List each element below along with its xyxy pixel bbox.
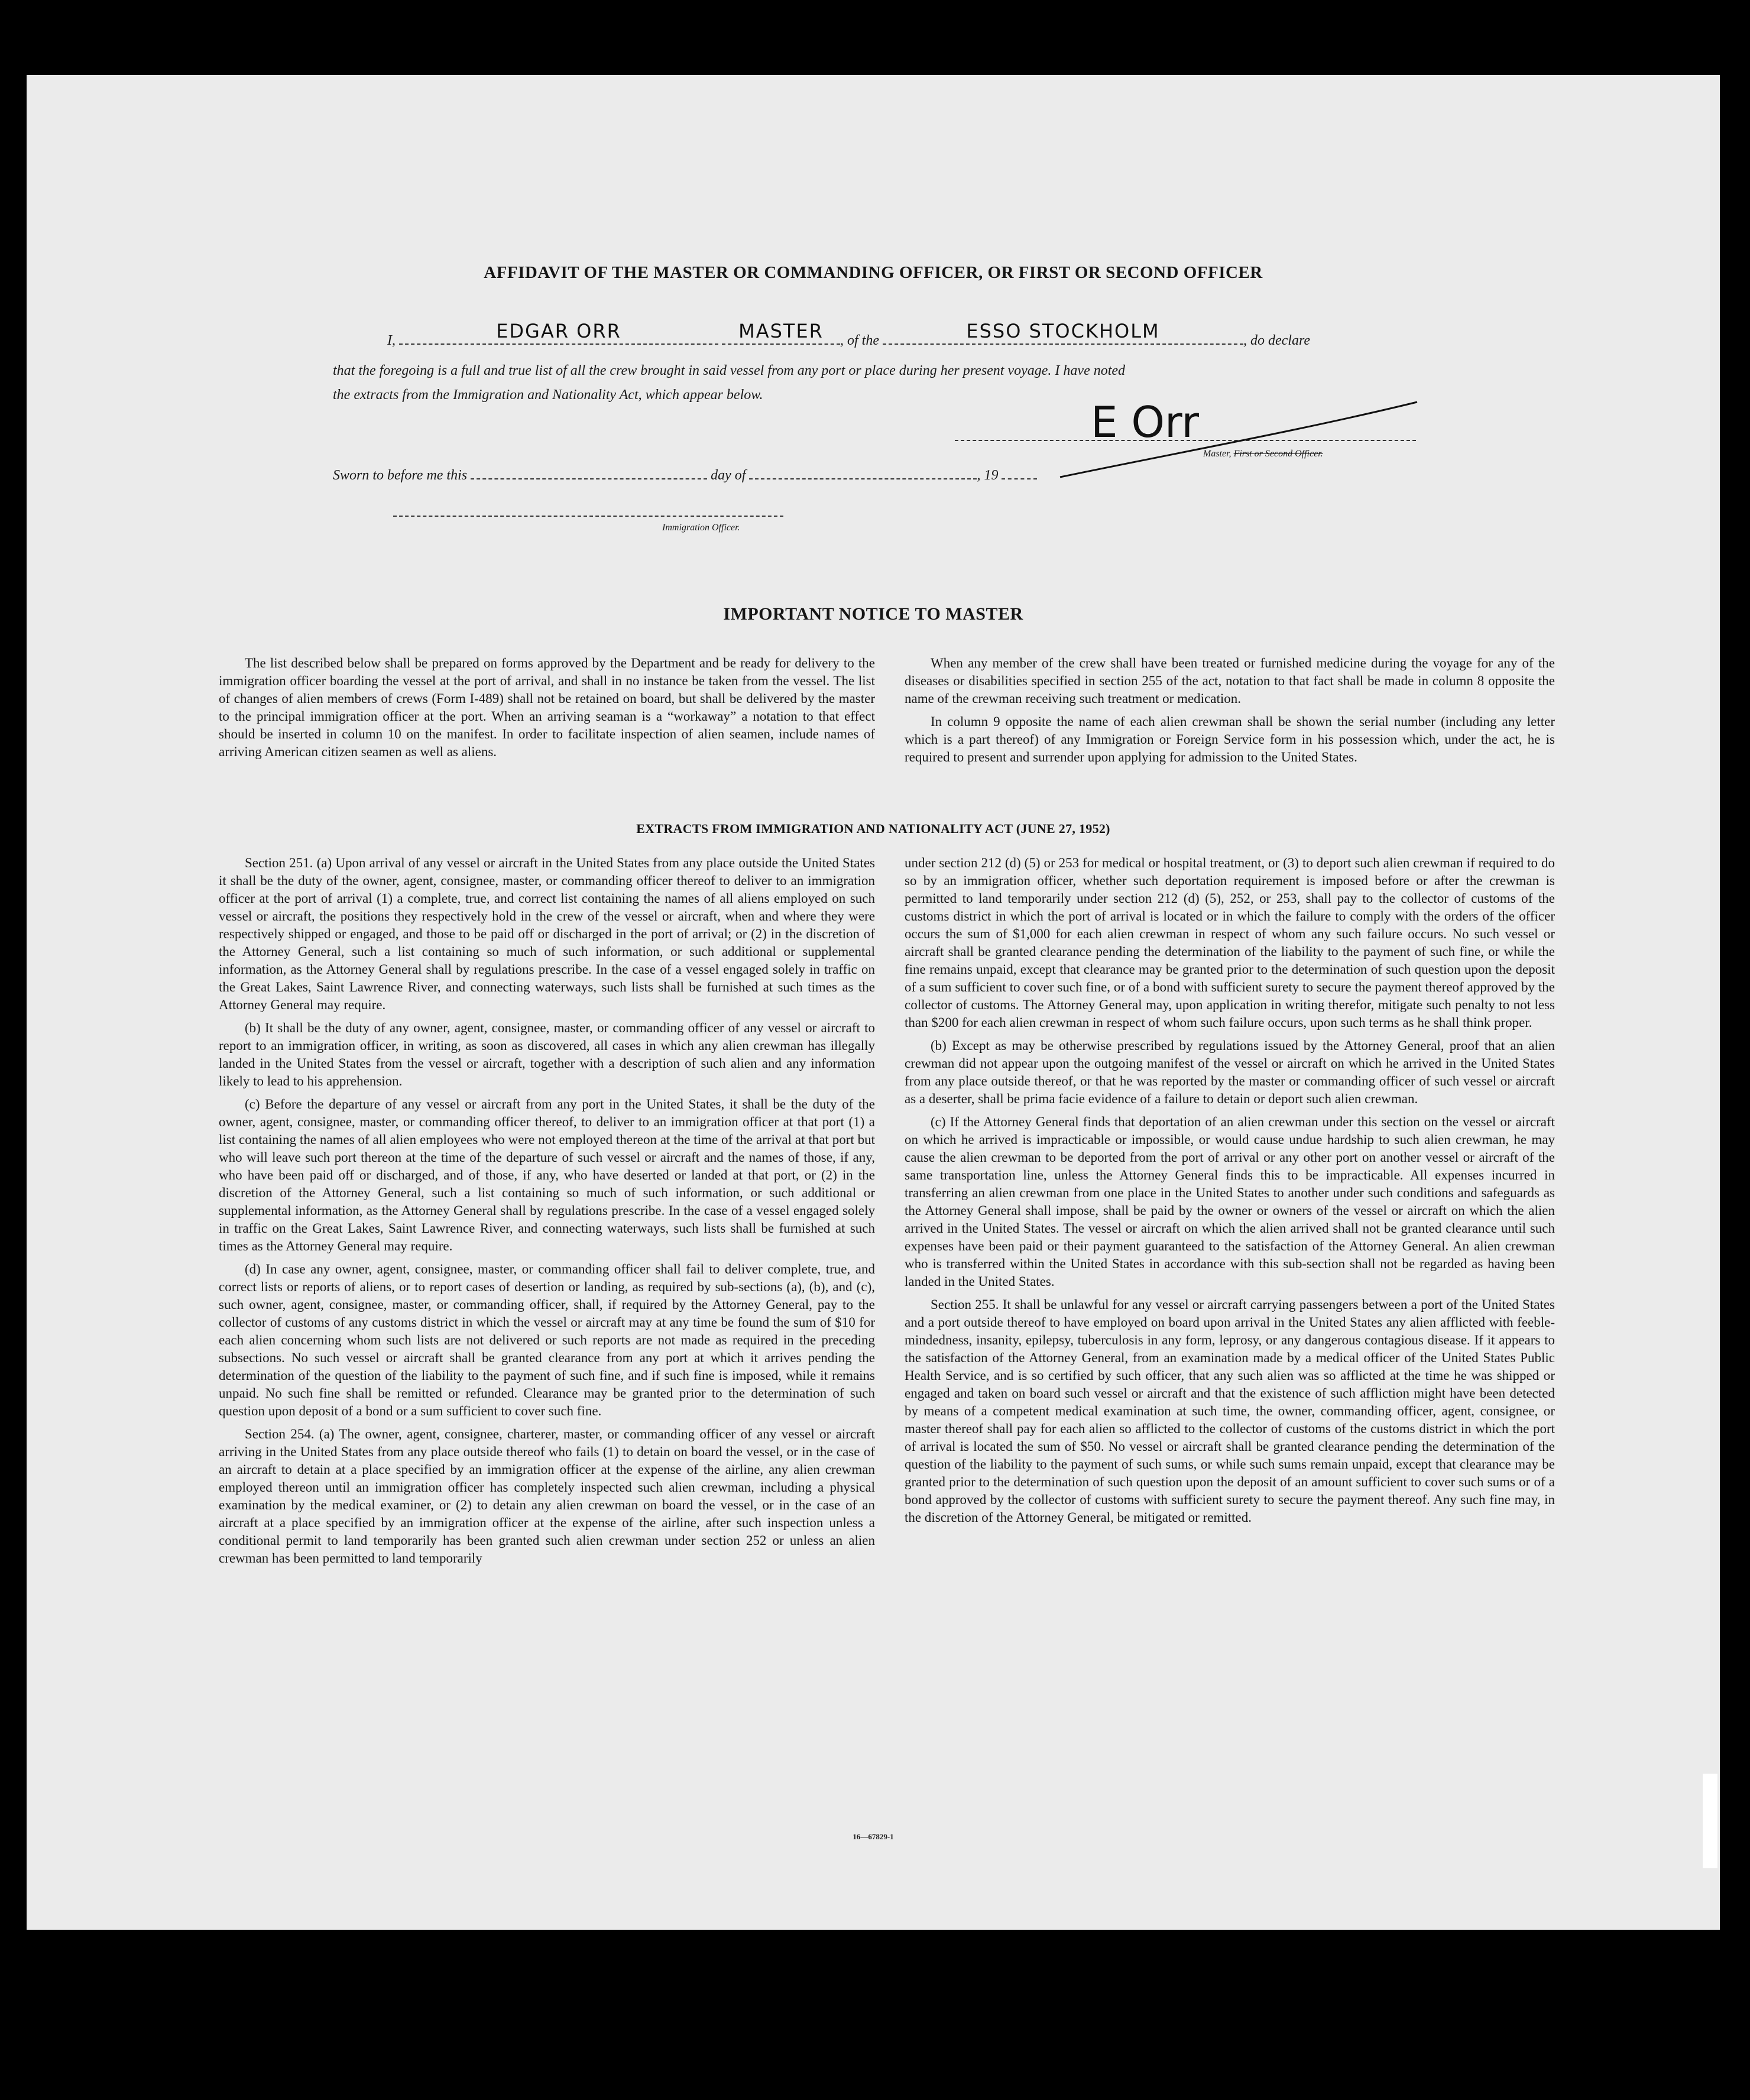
form-code: 16—67829-1 <box>853 1832 894 1841</box>
section-paragraph: Section 254. (a) The owner, agent, consignee, charterer, master, or commanding officer of any vessel or aircraft arriving in the United States from any place outside thereof who fails (1) to detain on board the vessel, or in the case of an aircraft to detain at a place specified by an immigration officer at the expense of the airline, any alien crewman employed thereon until an immigration officer has completely inspected such alien crewman, including a physical examination by the medical examiner, or (2) to detain any alien crewman on board the vessel, or in the case of an aircraft at a place specified by an immigration officer at the expense of the airline, after such inspection unless a conditional permit to land temporarily has been granted such alien crewman under section 252 or unless an alien crewman has been permitted to land temporarily <box>219 1427 875 1566</box>
master-caption <box>1203 449 1323 459</box>
section-paragraph-continued: under section 212 (d) (5) or 253 for medical or hospital treatment, or (3) to deport such alien crewman if required to do so by an immigration officer, whether such deportation requirement is imposed before or after the crewman is permitted to land temporarily under section 212 (d) (5), 252, or 253, shall pay to the collector of customs of the customs district in which the port of arrival is located or in which the failure to comply with the orders of the officer occurs the sum of $1,000 for each alien crewman in respect of whom any such failure occurs. No such vessel or aircraft shall be granted clearance pending the determination of the liability to the payment of such fine, or while the fine remains unpaid, except that clearance may be granted prior to the determination of such question upon the deposit of a sum sufficient to cover such fine, or of a bond with sufficient surety to secure the payment thereof approved by the collector of customs. The Attorney General may, upon application in writing therefor, mitigate such penalty to not less than $200 for each alien crewman in respect of whom such failure occurs, upon such terms as he shall think proper. <box>905 855 1555 1030</box>
sworn-year-field[interactable] <box>1002 465 1037 479</box>
statement-line-1: that the foregoing is a full and true list of all the crew brought in said vessel from any port or place during her present voyage. I have noted <box>333 363 1126 378</box>
extracts-title: EXTRACTS FROM IMMIGRATION AND NATIONALITY ACT (JUNE 27, 1952) <box>636 821 1110 836</box>
affidavit-title: AFFIDAVIT OF THE MASTER OR COMMANDING OFFICER, OR FIRST OR SECOND OFFICER <box>484 263 1263 282</box>
rank-handwritten: MASTER <box>738 320 824 342</box>
immigration-officer-line <box>393 516 783 517</box>
rank-field <box>722 320 840 345</box>
sworn-prefix: Sworn to before me this <box>333 468 468 483</box>
sworn-line <box>333 465 1037 484</box>
notice-right-column <box>905 654 1555 772</box>
section-paragraph: Section 255. It shall be unlawful for any vessel or aircraft carrying passengers between a port of the United States and a port outside thereof to have employed on board upon arrival in the United States any alien afflicted with feeble-mindedness, insanity, epilepsy, tuberculosis in any form, leprosy, or any dangerous contagious disease. If it appears to the satisfaction of the Attorney General, from an examination made by a medical officer of the United States Public Health Service, and is so certified by such officer, that any such alien was so afflicted at the time he was shipped or engaged and taken on board such vessel or aircraft and that the existence of such affliction might have been detected by means of a competent medical examination at such time, the owner, commanding officer, agent, consignee, or master thereof shall pay for each alien so afflicted to the collector of customs of the customs district in which the port of arrival is located the sum of $50. No vessel or aircraft shall be granted clearance pending the determination of the question of the liability to the payment of such sums, or while such sums remain unpaid, except that clearance may be granted prior to the determination of such question upon the deposit of an amount sufficient to cover such sums or of a bond approved by the collector of customs with sufficient surety to secure the payment thereof. Any such fine may, in the discretion of the Attorney General, be mitigated or remitted. <box>905 1297 1555 1525</box>
sworn-month-field[interactable] <box>749 465 977 479</box>
vessel-field <box>883 320 1243 345</box>
declaration-prefix: I, <box>387 333 396 348</box>
immigration-officer-caption: Immigration Officer. <box>662 523 740 533</box>
sworn-year-prefix: , 19 <box>977 468 999 483</box>
notice-title: IMPORTANT NOTICE TO MASTER <box>723 604 1023 624</box>
section-paragraph: Section 251. (a) Upon arrival of any vessel or aircraft in the United States from any place outside the United States it shall be the duty of the owner, agent, consignee, master, or commanding officer thereof to deliver to an immigration officer at the port of arrival (1) a complete, true, and correct list containing the names of all aliens employed on such vessel or aircraft, the positions they respectively hold in the crew of the vessel or aircraft, when and where they were respectively shipped or engaged, and those to be paid off or discharged in the port of arrival; or (2) in the discretion of the Attorney General, such a list containing so much of such information, or such additional or supplemental information, as the Attorney General shall by regulations prescribe. In the case of a vessel engaged solely in traffic on the Great Lakes, Saint Lawrence River, and connecting waterways, such lists shall be furnished at such times as the Attorney General may require. <box>219 855 875 1012</box>
declare-text: , do declare <box>1243 333 1311 348</box>
extracts-left-column <box>219 854 875 1573</box>
master-signature: E Orr <box>1091 397 1199 447</box>
notice-left-column <box>219 654 875 766</box>
master-caption-plain: Master, <box>1203 449 1234 459</box>
sworn-date-field[interactable] <box>471 465 707 479</box>
statement-line-2: the extracts from the Immigration and Nationality Act, which appear below. <box>333 387 763 403</box>
notice-paragraph: The list described below shall be prepared on forms approved by the Department and be ready for delivery to the immigration officer boarding the vessel at the port of arrival, and shall in no instance be taken from the vessel. The list of changes of alien members of crews (Form I-489) shall not be retained on board, but shall be delivered by the master to the principal immigration officer at the port. When an arriving seaman is a “workaway” a notation to that effect should be inserted in column 10 on the manifest. In order to facilitate inspection of alien seamen, include names of arriving American citizen seamen as well as aliens. <box>219 656 875 759</box>
signature-flourish <box>1055 397 1422 486</box>
name-handwritten: EDGAR ORR <box>496 320 621 342</box>
section-paragraph: (c) If the Attorney General finds that deportation of an alien crewman under this section on the vessel or aircraft on which he arrived is impracticable or impossible, or would cause undue hardship to such alien crewman, he may cause the alien crewman to be deported from the port of arrival or any other port on another vessel or aircraft of the same transportation line, unless the Attorney General finds this to be impracticable. All expenses incurred in transferring an alien crewman from one place in the United States to another under such conditions and safeguards as the Attorney General shall impose, shall be paid by the owner or owners of the vessel or aircraft on which the alien arrived in the United States. The vessel or aircraft on which the alien arrived shall not be granted clearance until such expenses have been paid or their payment guaranteed to the satisfaction of the Attorney General. An alien crewman who is transferred within the United States in accordance with this sub-section shall not be regarded as having been landed in the United States. <box>905 1114 1555 1289</box>
name-field <box>399 320 718 345</box>
paper-edge-highlight <box>1703 1774 1717 1868</box>
section-paragraph: (b) It shall be the duty of any owner, agent, consignee, master, or commanding officer of any vessel or aircraft to report to an immigration officer, in writing, as soon as discovered, all cases in which any alien crewman has illegally landed in the United States from the vessel or aircraft, together with a description of such alien and any information likely to lead to his apprehension. <box>219 1020 875 1088</box>
notice-paragraph: When any member of the crew shall have been treated or furnished medicine during the voyage for any of the diseases or disabilities specified in section 255 of the act, notation to that fact shall be made in column 8 opposite the name of the crewman receiving such treatment or medication. <box>905 656 1555 706</box>
vessel-handwritten: ESSO STOCKHOLM <box>966 320 1160 342</box>
extracts-right-column <box>905 854 1555 1532</box>
of-the-text: , of the <box>840 333 879 348</box>
section-paragraph: (b) Except as may be otherwise prescribed by regulations issued by the Attorney General, proof that an alien crewman did not appear upon the outgoing manifest of the vessel or aircraft on which he arrived in the United States from any place outside thereof, or that he was reported by the master or commanding officer of such vessel or aircraft as a deserter, shall be prima facie evidence of a failure to detain or deport such alien crewman. <box>905 1038 1555 1106</box>
section-paragraph: (c) Before the departure of any vessel or aircraft from any port in the United States, it shall be the duty of the owner, agent, consignee, master, or commanding officer thereof, to deliver to an immigration officer at that port (1) a list containing the names of all alien employees who were not employed thereon at the time of the arrival at that port but who will leave such port thereon at the time of the departure of such vessel or aircraft and the names of those, if any, who have been paid off or discharged, and of those, if any, who have deserted or landed at that port, or (2) in the discretion of the Attorney General, such a list containing so much of such information, or such additional or supplemental information, as the Attorney General shall by regulations prescribe. In the case of a vessel engaged solely in traffic on the Great Lakes, Saint Lawrence River, and connecting waterways, such lists shall be furnished at such times as the Attorney General may require. <box>219 1097 875 1253</box>
notice-paragraph: In column 9 opposite the name of each alien crewman shall be shown the serial number (including any letter which is a part thereof) of any Immigration or Foreign Service form in his possession which, under the act, he is required to present and surrender upon applying for admission to the United States. <box>905 714 1555 764</box>
master-caption-struck: First or Second Officer. <box>1233 449 1323 459</box>
sworn-day-of: day of <box>711 468 746 483</box>
section-paragraph: (d) In case any owner, agent, consignee, master, or commanding officer shall fail to deliver complete, true, and correct lists or reports of aliens, or to report cases of desertion or landing, as required by sub-sections (a), (b), and (c), such owner, agent, consignee, master, or commanding officer, shall, if required by the Attorney General, pay to the collector of customs of any customs district in which the vessel or aircraft may at any time be found the sum of $10 for each alien concerning whom such lists are not delivered or such reports are not made as required in the preceding subsections. No such vessel or aircraft shall be granted clearance from any port at which it arrives pending the determination of the question of the liability to the payment of such fine, and if such fine is imposed, while it remains unpaid. No such fine shall be remitted or refunded. Clearance may be granted prior to the determination of such question upon deposit of a bond or a sum sufficient to cover such fine. <box>219 1262 875 1418</box>
document-sheet <box>27 75 1720 1930</box>
affidavit-declaration-line <box>387 320 1311 349</box>
